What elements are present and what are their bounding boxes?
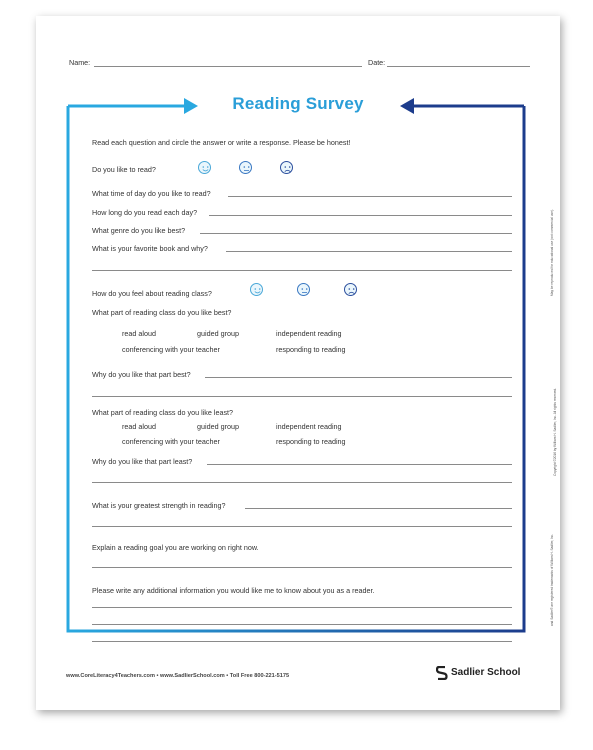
option-responding[interactable]: responding to reading: [276, 437, 346, 446]
survey-frame: [36, 16, 560, 710]
option-independent-reading[interactable]: independent reading: [276, 329, 342, 338]
copyright-line-3: and Sadlier® are registered trademarks of William H. Sadlier, Inc.: [550, 533, 554, 626]
sadlier-logo-icon: [436, 666, 448, 680]
question-like-least: What part of reading class do you like least?: [92, 408, 234, 417]
happy-face-icon[interactable]: [198, 161, 211, 174]
question-additional-info: Please write any additional information you would like me to know about you as a reader.: [92, 586, 375, 595]
question-like-to-read: Do you like to read?: [92, 165, 156, 174]
answer-line[interactable]: [92, 526, 512, 527]
question-like-best: What part of reading class do you like best?: [92, 308, 232, 317]
option-read-aloud[interactable]: read aloud: [122, 329, 156, 338]
answer-line[interactable]: [92, 482, 512, 483]
answer-line[interactable]: [226, 251, 512, 252]
answer-line[interactable]: [245, 508, 512, 509]
page-title: Reading Survey: [232, 94, 364, 113]
answer-line[interactable]: [209, 215, 512, 216]
answer-line[interactable]: [200, 233, 512, 234]
question-favorite-book: What is your favorite book and why?: [92, 244, 208, 253]
option-guided-group[interactable]: guided group: [197, 422, 239, 431]
answer-line[interactable]: [92, 270, 512, 271]
question-reading-goal: Explain a reading goal you are working on right now.: [92, 543, 259, 552]
happy-face-icon[interactable]: [250, 283, 263, 296]
instructions: Read each question and circle the answer or write a response. Please be honest!: [92, 138, 351, 147]
brand-name: Sadlier School: [451, 667, 521, 678]
footer-links: www.CoreLiteracy4Teachers.com • www.SadlierSchool.com • Toll Free 800-221-5175: [66, 673, 290, 679]
question-feel-reading-class: How do you feel about reading class?: [92, 289, 212, 298]
answer-line[interactable]: [92, 567, 512, 568]
name-label: Name:: [69, 58, 91, 67]
answer-line[interactable]: [228, 196, 512, 197]
answer-line[interactable]: [92, 396, 512, 397]
copyright-notice: [550, 209, 558, 626]
option-guided-group[interactable]: guided group: [197, 329, 239, 338]
sad-face-icon[interactable]: [344, 283, 357, 296]
question-why-best: Why do you like that part best?: [92, 370, 191, 379]
answer-line[interactable]: [92, 624, 512, 625]
neutral-face-icon[interactable]: [239, 161, 252, 174]
question-how-long: How long do you read each day?: [92, 208, 198, 217]
option-responding[interactable]: responding to reading: [276, 345, 346, 354]
date-label: Date:: [368, 58, 386, 67]
worksheet-page: [36, 16, 560, 710]
answer-line[interactable]: [92, 607, 512, 608]
neutral-face-icon[interactable]: [297, 283, 310, 296]
answer-line[interactable]: [92, 641, 512, 642]
copyright-line-1: May be reproduced for educational use (not commercial use).: [550, 209, 554, 296]
question-time-of-day: What time of day do you like to read?: [92, 189, 211, 198]
answer-line[interactable]: [207, 464, 512, 465]
option-independent-reading[interactable]: independent reading: [276, 422, 342, 431]
question-why-least: Why do you like that part least?: [92, 457, 193, 466]
sad-face-icon[interactable]: [280, 161, 293, 174]
option-conferencing[interactable]: conferencing with your teacher: [122, 437, 220, 446]
answer-line[interactable]: [205, 377, 512, 378]
option-read-aloud[interactable]: read aloud: [122, 422, 156, 431]
question-genre: What genre do you like best?: [92, 226, 186, 235]
copyright-line-2: Copyright ©2016 by William H. Sadlier, Inc. All rights reserved.: [553, 387, 557, 476]
option-conferencing[interactable]: conferencing with your teacher: [122, 345, 220, 354]
question-greatest-strength: What is your greatest strength in reading?: [92, 501, 226, 510]
